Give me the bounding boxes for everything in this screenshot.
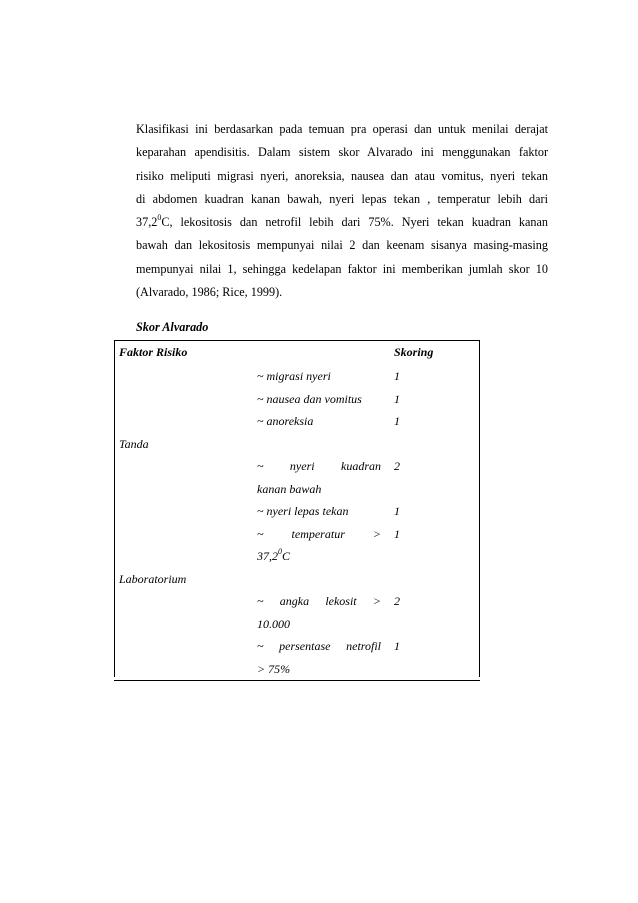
table-header-row xyxy=(114,341,480,366)
factor-item: ~ migrasi nyeri xyxy=(257,369,331,383)
table-row xyxy=(114,523,480,546)
paragraph-line: di abdomen kuadran kanan bawah, nyeri lepas tekan , temperatur lebih dari xyxy=(136,191,548,206)
paragraph-line: (Alvarado, 1986; Rice, 1999). xyxy=(136,285,283,300)
factor-item: ~ anoreksia xyxy=(257,414,314,428)
paragraph-line: bawah dan lekositosis mempunyai nilai 2 dan keenam sisanya masing-masing xyxy=(136,238,548,253)
section-heading: Skor Alvarado xyxy=(136,320,209,334)
body-paragraph xyxy=(136,118,548,304)
table-row xyxy=(114,365,480,388)
score-value: 1 xyxy=(394,639,400,653)
group-label: Tanda xyxy=(119,436,149,451)
score-value: 2 xyxy=(394,459,400,473)
table-row xyxy=(114,545,480,568)
table-row xyxy=(114,478,480,501)
paragraph-line: risiko meliputi migrasi nyeri, anoreksia, nausea dan atau vomitus, nyeri tekan xyxy=(136,168,548,183)
factor-item: 37,2$^0$C xyxy=(257,547,291,563)
factor-item: ~ temperatur > xyxy=(257,526,381,541)
factor-item: ~ persentase netrofil xyxy=(257,639,381,653)
score-value: 1 xyxy=(394,526,400,541)
table-row xyxy=(114,433,480,456)
factor-item: ~ nyeri kuadran xyxy=(257,459,381,473)
factor-item: ~ nyeri lepas tekan xyxy=(257,504,349,518)
paragraph-line: 37,2$^0$C, lekositosis dan netrofil lebih dari 75%. Nyeri tekan kuadran kanan xyxy=(136,213,548,230)
factor-item: 10.000 xyxy=(257,616,290,631)
group-label: Laboratorium xyxy=(119,571,187,586)
score-value: 1 xyxy=(394,391,400,406)
paragraph-line: mempunyai nilai 1, sehingga kedelapan faktor ini memberikan jumlah skor 10 xyxy=(136,261,548,276)
table-row xyxy=(114,590,480,613)
header-factor: Faktor Risiko xyxy=(119,345,188,359)
score-value: 1 xyxy=(394,504,400,518)
factor-item: > 75% xyxy=(257,661,291,676)
table-row xyxy=(114,568,480,591)
superscript: 0 xyxy=(157,213,162,223)
table-row xyxy=(114,455,480,478)
factor-item: ~ nausea dan vomitus xyxy=(257,391,362,406)
table-row xyxy=(114,658,480,681)
alvarado-score-table xyxy=(114,340,480,681)
paragraph-line: keparahan apendisitis. Dalam sistem skor Alvarado ini menggunakan faktor xyxy=(136,145,548,160)
table-row xyxy=(114,613,480,636)
table-row xyxy=(114,500,480,523)
paragraph-line: Klasifikasi ini berdasarkan pada temuan pra operasi dan untuk menilai derajat xyxy=(136,122,548,136)
table-row xyxy=(114,388,480,411)
score-value: 2 xyxy=(394,594,400,608)
header-spacer xyxy=(257,341,381,366)
superscript: 0 xyxy=(278,547,282,556)
header-score: Skoring xyxy=(394,345,434,359)
factor-item: ~ angka lekosit > xyxy=(257,594,381,608)
table-right-border xyxy=(479,340,480,677)
table-row xyxy=(114,635,480,658)
table-left-border xyxy=(114,340,115,677)
score-value: 1 xyxy=(394,369,400,383)
score-value: 1 xyxy=(394,414,400,428)
factor-item: kanan bawah xyxy=(257,481,322,496)
table-row xyxy=(114,410,480,433)
